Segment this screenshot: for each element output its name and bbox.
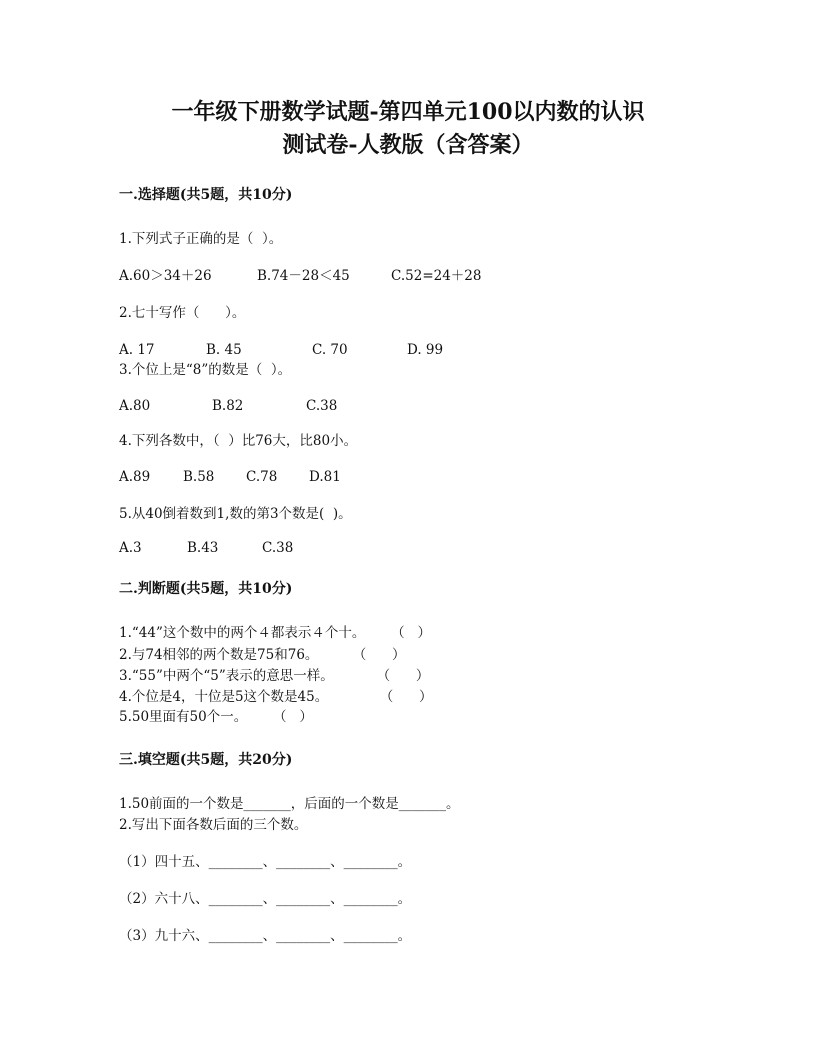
- section2-heading: 二.判断题(共5题，共10分): [119, 581, 293, 597]
- question-1-stem: 1.下列式子正确的是（ ）。: [119, 231, 283, 247]
- judge-item-5: 5.50里面有50个一。 （ ）: [119, 709, 313, 725]
- fill-item-2: 2.写出下面各数后面的三个数。: [119, 817, 308, 833]
- question-5-option-a: A.3: [119, 540, 142, 556]
- judge-item-1: 1.“44”这个数中的两个４都表示４个十。 （ ）: [119, 625, 431, 641]
- judge-item-2: 2.与74相邻的两个数是75和76。 （ ）: [119, 647, 406, 663]
- question-2-option-b: B. 45: [206, 342, 242, 358]
- section3-heading: 三.填空题(共5题，共20分): [119, 752, 293, 768]
- section1-heading: 一.选择题(共5题，共10分): [119, 187, 293, 203]
- document-title-line2: 测试卷-人教版（含答案）: [282, 132, 534, 158]
- fill-item-1: 1.50前面的一个数是_______，后面的一个数是_______。: [119, 796, 460, 812]
- document-title-line1: 一年级下册数学试题-第四单元100以内数的认识: [171, 99, 645, 125]
- question-2-option-a: A. 17: [119, 342, 155, 358]
- question-1-option-c: C.52=24＋28: [391, 268, 482, 284]
- question-2-option-c: C. 70: [312, 342, 348, 358]
- question-5-stem: 5.从40倒着数到1,数的第3个数是( )。: [119, 506, 352, 522]
- judge-item-3: 3.“55”中两个“5”表示的意思一样。 （ ）: [119, 668, 430, 684]
- question-4-option-c: C.78: [246, 469, 278, 485]
- fill-subitem-1: （1）四十五、________、________、________。: [119, 854, 412, 870]
- question-4-option-a: A.89: [119, 469, 151, 485]
- fill-subitem-2: （2）六十八、________、________、________。: [119, 891, 412, 907]
- question-4-option-b: B.58: [183, 469, 215, 485]
- question-2-stem: 2.七十写作（ ）。: [119, 305, 246, 321]
- question-3-option-a: A.80: [119, 398, 151, 414]
- question-4-option-d: D.81: [309, 469, 341, 485]
- judge-item-4: 4.个位是4，十位是5这个数是45。 （ ）: [119, 689, 433, 705]
- question-3-option-c: C.38: [306, 398, 338, 414]
- question-3-stem: 3.个位上是“8”的数是（ ）。: [119, 362, 292, 378]
- question-4-stem: 4.下列各数中，（ ）比76大，比80小。: [119, 433, 358, 449]
- fill-subitem-3: （3）九十六、________、________、________。: [119, 928, 412, 944]
- question-1-option-a: A.60＞34＋26: [119, 268, 212, 284]
- question-1-option-b: B.74－28＜45: [257, 268, 350, 284]
- question-5-option-c: C.38: [262, 540, 294, 556]
- question-5-option-b: B.43: [187, 540, 219, 556]
- question-3-option-b: B.82: [212, 398, 244, 414]
- question-2-option-d: D. 99: [407, 342, 444, 358]
